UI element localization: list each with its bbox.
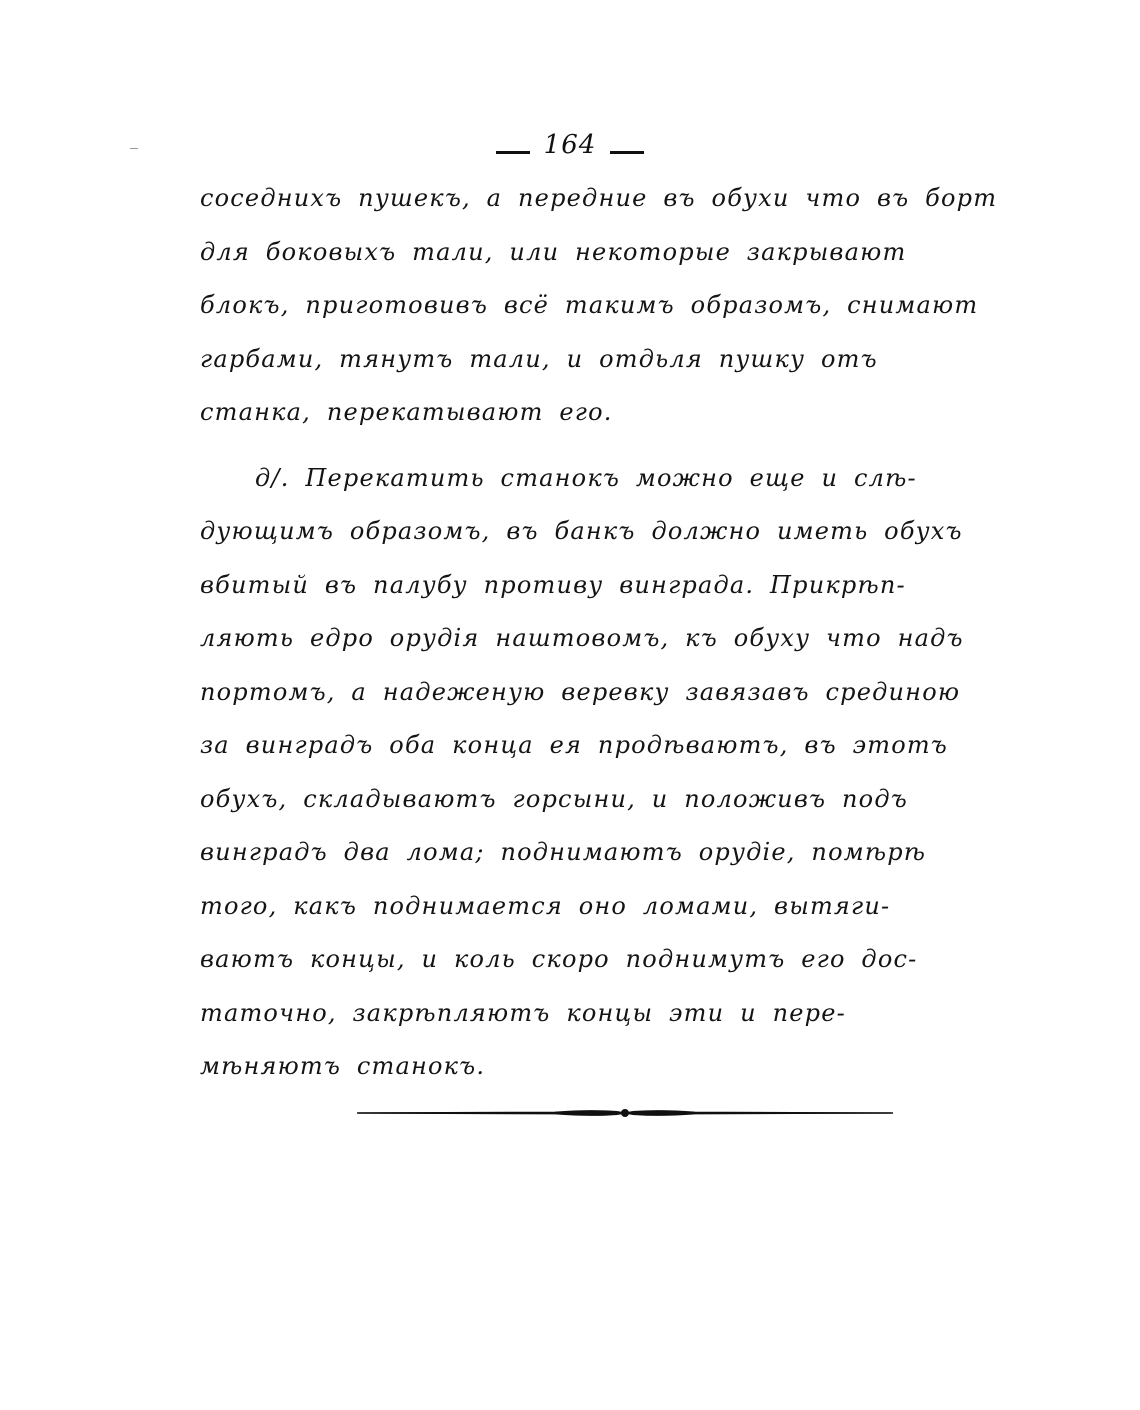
text-line: блокъ, приготовивъ всё такимъ образомъ, снимают	[200, 291, 979, 319]
text-line: соседнихъ пушекъ, а передние въ обухи что въ борт	[200, 184, 998, 212]
text-line: гарбами, тянутъ тали, и отдьля пушку отъ	[200, 344, 878, 373]
header-dash-right	[610, 151, 644, 154]
handwritten-text-body	[200, 172, 1040, 1094]
text-line: обухъ, складываютъ горсыни, и положивъ подъ	[200, 784, 908, 813]
text-line: за винградъ оба конца ея продѣваютъ, въ этотъ	[200, 731, 948, 759]
text-line: мѣняютъ станокъ.	[200, 1052, 486, 1080]
page-header	[0, 130, 1140, 160]
text-line: вбитый въ палубу противу винграда. Прикрѣп-	[200, 570, 906, 599]
text-line: станка, перекатывают его.	[200, 398, 613, 426]
text-line: ваютъ концы, и коль скоро поднимутъ его дос-	[200, 945, 918, 973]
tailpiece-ornament-rule	[355, 1098, 895, 1128]
text-line: винградъ два лома; поднимаютъ орудіе, помѣрѣ	[200, 838, 927, 866]
text-line: того, какъ поднимается оно ломами, вытяги-	[200, 891, 891, 920]
text-line: д/. Перекатить станокъ можно еще и слѣ-	[255, 463, 917, 492]
text-line: для боковыхъ тали, или некоторые закрывают	[200, 237, 907, 266]
page-number: 164	[543, 130, 597, 160]
text-line: таточно, закрѣпляютъ концы эти и пере-	[200, 998, 846, 1027]
text-line: портомъ, а надеженую веревку завязавъ срединою	[200, 677, 961, 706]
text-line: дующимъ образомъ, въ банкъ должно иметь обухъ	[200, 517, 963, 545]
text-line: ляють едро орудія наштовомъ, къ обуху что надъ	[200, 624, 964, 652]
header-dash-left	[496, 151, 530, 154]
